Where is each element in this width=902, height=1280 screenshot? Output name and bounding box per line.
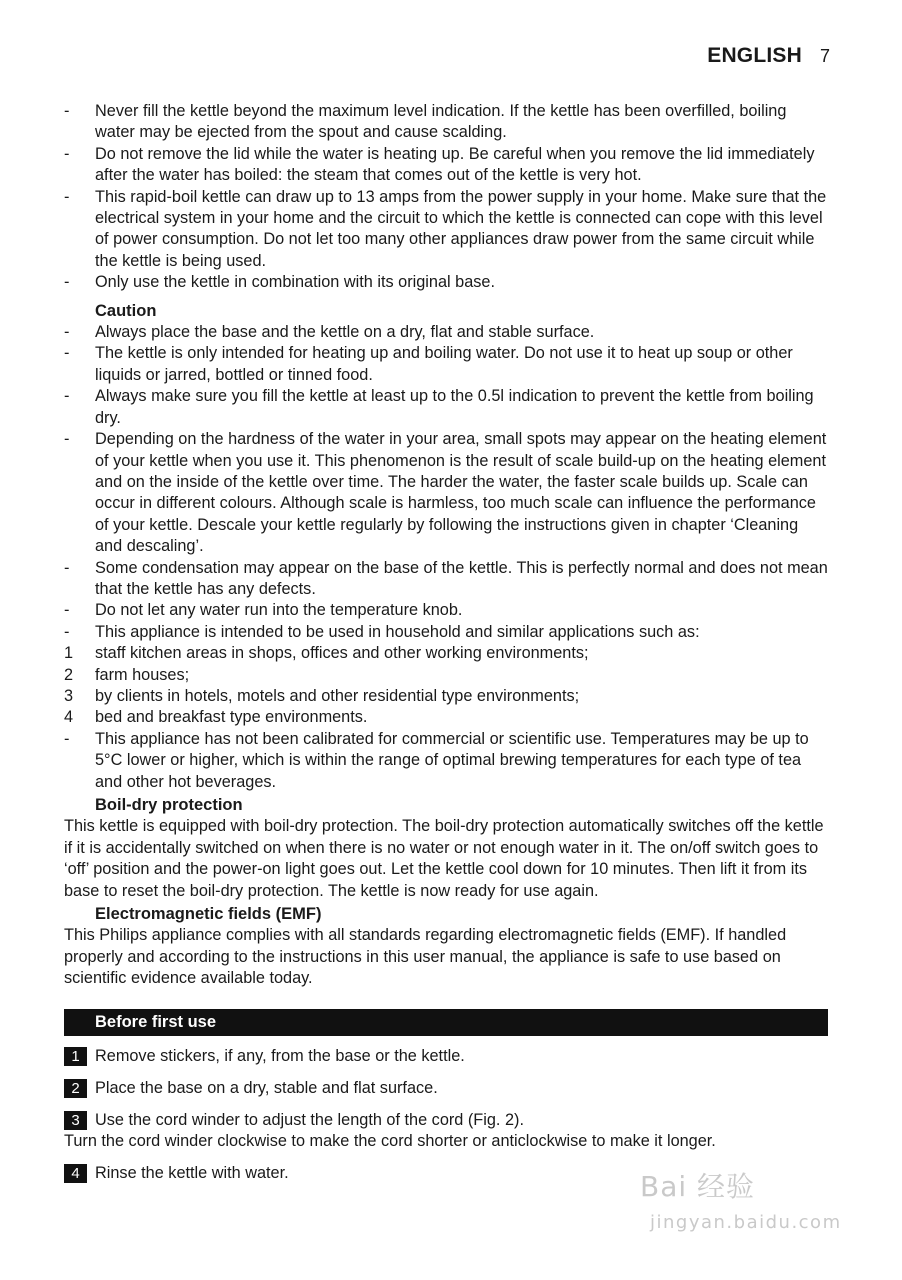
caution-item: - This appliance is intended to be used in household and similar applications such as: <box>64 622 700 641</box>
step-number: 2 <box>64 1079 87 1098</box>
page-number: 7 <box>819 46 830 66</box>
emf-heading: Electromagnetic fields (EMF) <box>95 905 322 924</box>
caution-item: - Always make sure you fill the kettle at least up to the 0.5l indication to prevent the kettle from boiling dry. <box>64 387 814 427</box>
numbered-item: 2 farm houses; <box>64 665 190 684</box>
boil-dry-heading: Boil-dry protection <box>95 796 243 814</box>
page-header <box>707 44 830 68</box>
caution-item: - Some condensation may appear on the base of the kettle. This is perfectly normal and does not mean that the kettle has any defects. <box>64 558 828 598</box>
step-1: 1 Remove stickers, if any, from the base or the kettle. <box>64 1045 828 1067</box>
page-body <box>64 101 828 1184</box>
caution-item: - This appliance has not been calibrated for commercial or scientific use. Temperatures may be up to 5°C lower or higher, which is within the range of optimal brewing temperatures for each type of tea and other hot beverages. <box>64 729 809 791</box>
step-number: 4 <box>64 1164 87 1183</box>
watermark-logo: Bai 经验 <box>640 1170 756 1203</box>
before-first-use-heading: Before first use <box>64 1009 828 1036</box>
step-number: 1 <box>64 1047 87 1066</box>
warning-item: - Never fill the kettle beyond the maximum level indication. If the kettle has been overfilled, boiling water may be ejected from the spout and cause scalding. <box>64 102 787 142</box>
caution-item: - The kettle is only intended for heating up and boiling water. Do not use it to heat up soup or other liquids or jarred, bottled or tinned food. <box>64 344 793 384</box>
numbered-item: 4 bed and breakfast type environments. <box>64 708 368 727</box>
caution-item: - Always place the base and the kettle on a dry, flat and stable surface. <box>64 323 595 342</box>
numbered-item: 1 staff kitchen areas in shops, offices and other working environments; <box>64 644 589 663</box>
warning-item: - This rapid-boil kettle can draw up to 13 amps from the power supply in your home. Make sure that the electrical system in your home and the circuit to which the kettle is connected can cope with this level of power consumption. Do not let too many other appliances draw power from the same circuit while the kettle is being used. <box>64 187 827 270</box>
emf-text: This Philips appliance complies with all standards regarding electromagnetic fields (EMF). If handled properly and according to the instructions in this user manual, the appliance is safe to use based on scientific evidence available today. <box>64 926 787 988</box>
step-4: 4 Rinse the kettle with water. <box>64 1162 828 1184</box>
caution-item: - Do not let any water run into the temperature knob. <box>64 601 463 620</box>
caution-item: - Depending on the hardness of the water in your area, small spots may appear on the heating element of your kettle when you use it. This phenomenon is the result of scale build-up on the heating element and on the inside of the kettle over time. The harder the water, the faster scale builds up. Scale can occur in different colours. Although scale is harmless, too much scale can influence the performance of your kettle. Descale your kettle regularly by following the instructions given in chapter ‘Cleaning and descaling’. <box>64 430 827 556</box>
numbered-item: 3 by clients in hotels, motels and other residential type environments; <box>64 686 580 705</box>
step-number: 3 <box>64 1111 87 1130</box>
language-label: ENGLISH <box>707 44 802 67</box>
warning-item: - Only use the kettle in combination with its original base. <box>64 273 496 292</box>
boil-dry-text: This kettle is equipped with boil-dry protection. The boil-dry protection automatically switches off the kettle if it is accidentally switched on when there is no water or not enough water in it. The on/off switch goes to ‘off’ position and the power-on light goes out. Let the kettle cool down for 10 minutes. Then lift it from its base to reset the boil-dry protection. The kettle is now ready for use again. <box>64 817 824 900</box>
watermark-url: jingyan.baidu.com <box>650 1212 842 1233</box>
warning-item: - Do not remove the lid while the water is heating up. Be careful when you remove the lid immediately after the water has boiled: the steam that comes out of the kettle is very hot. <box>64 144 815 185</box>
step-3-note: Turn the cord winder clockwise to make the cord shorter or anticlockwise to make it longer. <box>64 1131 716 1150</box>
step-3: 3 Use the cord winder to adjust the length of the cord (Fig. 2). <box>64 1109 828 1131</box>
step-2: 2 Place the base on a dry, stable and flat surface. <box>64 1077 828 1099</box>
caution-heading: Caution <box>95 301 157 320</box>
